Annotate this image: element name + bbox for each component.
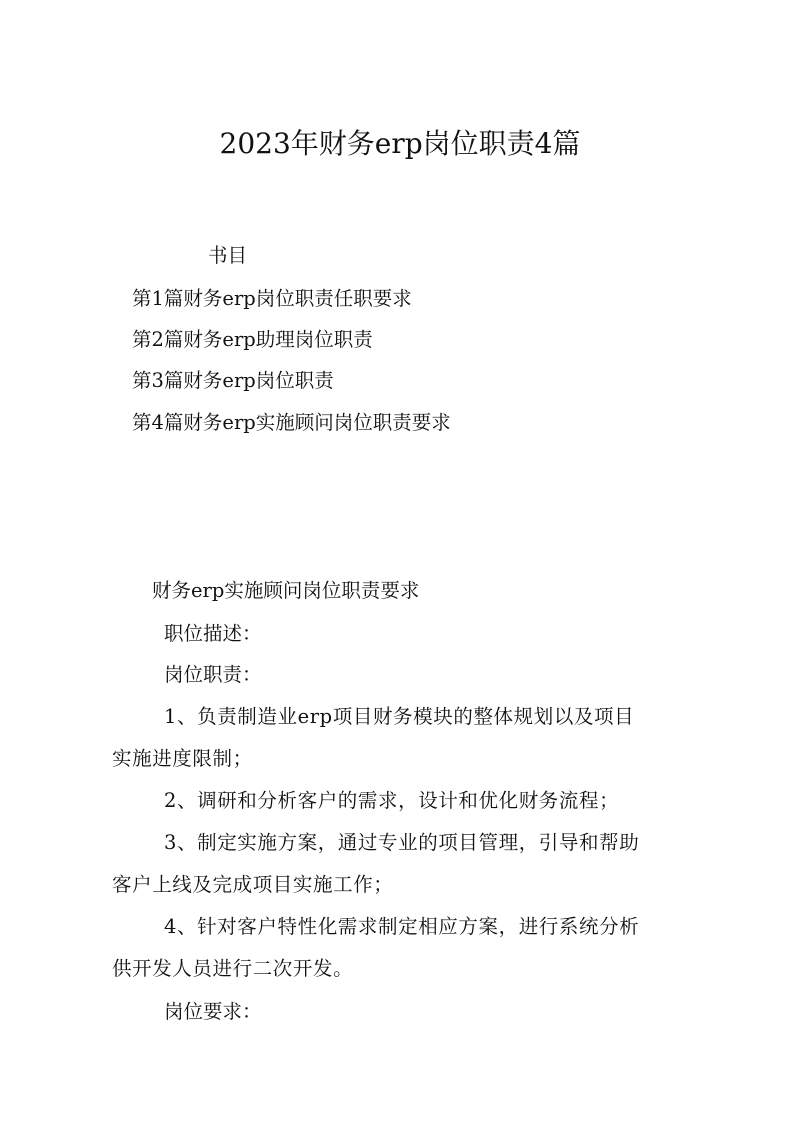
duty-4-line-1: 4、针对客户特性化需求制定相应方案，进行系统分析 (164, 915, 640, 938)
section-title: 财务erp实施顾问岗位职责要求 (152, 579, 420, 602)
toc-item-1: 第1篇财务erp岗位职责任职要求 (132, 287, 412, 310)
toc-item-4: 第4篇财务erp实施顾问岗位职责要求 (132, 411, 451, 434)
duties-label: 岗位职责： (164, 663, 262, 686)
toc-item-2: 第2篇财务erp助理岗位职责 (132, 328, 373, 351)
duty-1-line-1: 1、负责制造业erp项目财务模块的整体规划以及项目 (164, 705, 635, 728)
duty-1-line-2: 实施进度限制； (112, 747, 253, 770)
job-description-label: 职位描述： (164, 622, 262, 645)
toc-item-3: 第3篇财务erp岗位职责 (132, 369, 334, 392)
duty-3-line-2: 客户上线及完成项目实施工作； (112, 873, 394, 896)
toc-heading: 书目 (208, 244, 248, 267)
requirements-label: 岗位要求： (164, 1000, 262, 1023)
duty-3-line-1: 3、制定实施方案，通过专业的项目管理，引导和帮助 (164, 831, 640, 854)
duty-2-line-1: 2、调研和分析客户的需求，设计和优化财务流程； (164, 789, 620, 812)
document-title: 2023年财务erp岗位职责4篇 (219, 127, 581, 160)
duty-4-line-2: 供开发人员进行二次开发。 (112, 957, 354, 980)
